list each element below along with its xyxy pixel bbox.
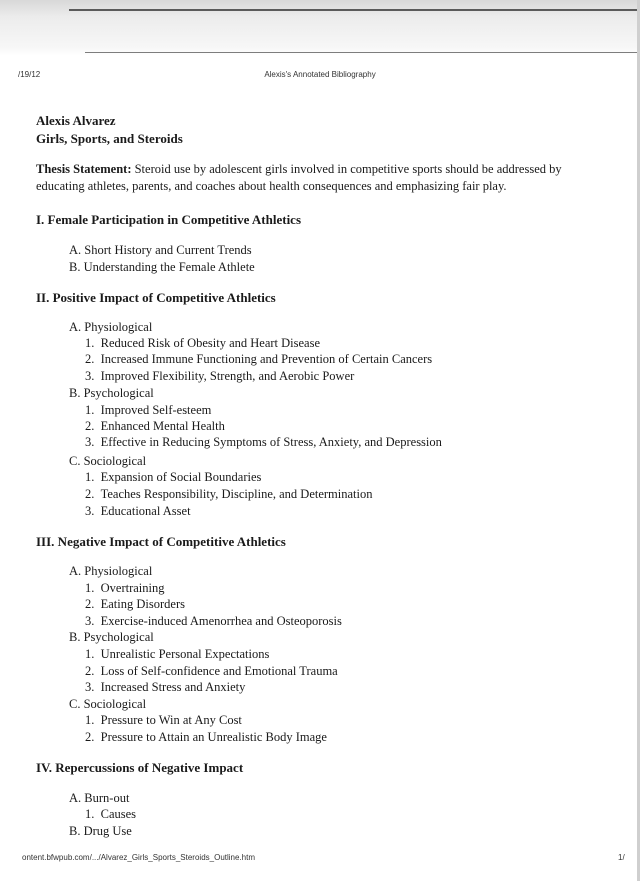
- outline-subitem: 3. Improved Flexibility, Strength, and Aerobic Power: [85, 369, 355, 383]
- outline-item: B. Understanding the Female Athlete: [69, 260, 255, 274]
- outline-item: B. Psychological: [69, 386, 154, 400]
- scan-edge-line: [85, 52, 640, 53]
- outline-item: B. Drug Use: [69, 824, 132, 838]
- outline-subitem: 1. Overtraining: [85, 581, 165, 595]
- outline-subitem: 1. Causes: [85, 807, 137, 821]
- outline-subitem: 1. Expansion of Social Boundaries: [85, 470, 262, 484]
- thesis-label: Thesis Statement:: [36, 162, 132, 176]
- outline-item: A. Short History and Current Trends: [69, 243, 252, 257]
- outline-subitem: 1. Pressure to Win at Any Cost: [85, 713, 242, 727]
- outline-item: A. Physiological: [69, 564, 153, 578]
- thesis-statement: [36, 161, 596, 195]
- outline-subitem: 2. Pressure to Attain an Unrealistic Body Image: [85, 730, 327, 744]
- outline-subitem: 1. Unrealistic Personal Expectations: [85, 647, 270, 661]
- print-footer-url: ontent.bfwpub.com/.../Alvarez_Girls_Sports_Steroids_Outline.htm: [22, 853, 255, 862]
- thesis-text: Steroid use by adolescent girls involved in competitive sports should be addressed by educating athletes, parents, and coaches about health consequences and emphasizing fair play.: [36, 162, 562, 193]
- outline-subitem: 1. Improved Self-esteem: [85, 403, 212, 417]
- outline-subitem: 2. Loss of Self-confidence and Emotional Trauma: [85, 664, 338, 678]
- outline-subitem: 2. Teaches Responsibility, Discipline, and Determination: [85, 487, 373, 501]
- section-heading: IV. Repercussions of Negative Impact: [36, 760, 244, 775]
- outline-item: A. Physiological: [69, 320, 153, 334]
- scan-edge-line: [69, 9, 640, 11]
- section-heading: III. Negative Impact of Competitive Athletics: [36, 534, 286, 549]
- outline-item: A. Burn-out: [69, 791, 130, 805]
- outline-subitem: 3. Educational Asset: [85, 504, 191, 518]
- outline-item: C. Sociological: [69, 454, 147, 468]
- outline-subitem: 2. Eating Disorders: [85, 597, 185, 611]
- outline-subitem: 3. Increased Stress and Anxiety: [85, 680, 246, 694]
- outline-item: C. Sociological: [69, 697, 147, 711]
- outline-subitem: 1. Reduced Risk of Obesity and Heart Disease: [85, 336, 321, 350]
- author-name: Alexis Alvarez: [36, 113, 116, 128]
- outline-item: B. Psychological: [69, 630, 154, 644]
- outline-subitem: 3. Effective in Reducing Symptoms of Stress, Anxiety, and Depression: [85, 435, 442, 449]
- page-number: 1/: [618, 853, 625, 862]
- section-heading: II. Positive Impact of Competitive Athletics: [36, 290, 276, 305]
- print-date: /19/12: [18, 70, 41, 79]
- section-heading: I. Female Participation in Competitive Athletics: [36, 212, 302, 227]
- print-header-title: Alexis's Annotated Bibliography: [264, 70, 376, 79]
- outline-subitem: 3. Exercise-induced Amenorrhea and Osteoporosis: [85, 614, 342, 628]
- document-title: Girls, Sports, and Steroids: [36, 131, 183, 146]
- outline-subitem: 2. Increased Immune Functioning and Prevention of Certain Cancers: [85, 352, 433, 366]
- outline-subitem: 2. Enhanced Mental Health: [85, 419, 225, 433]
